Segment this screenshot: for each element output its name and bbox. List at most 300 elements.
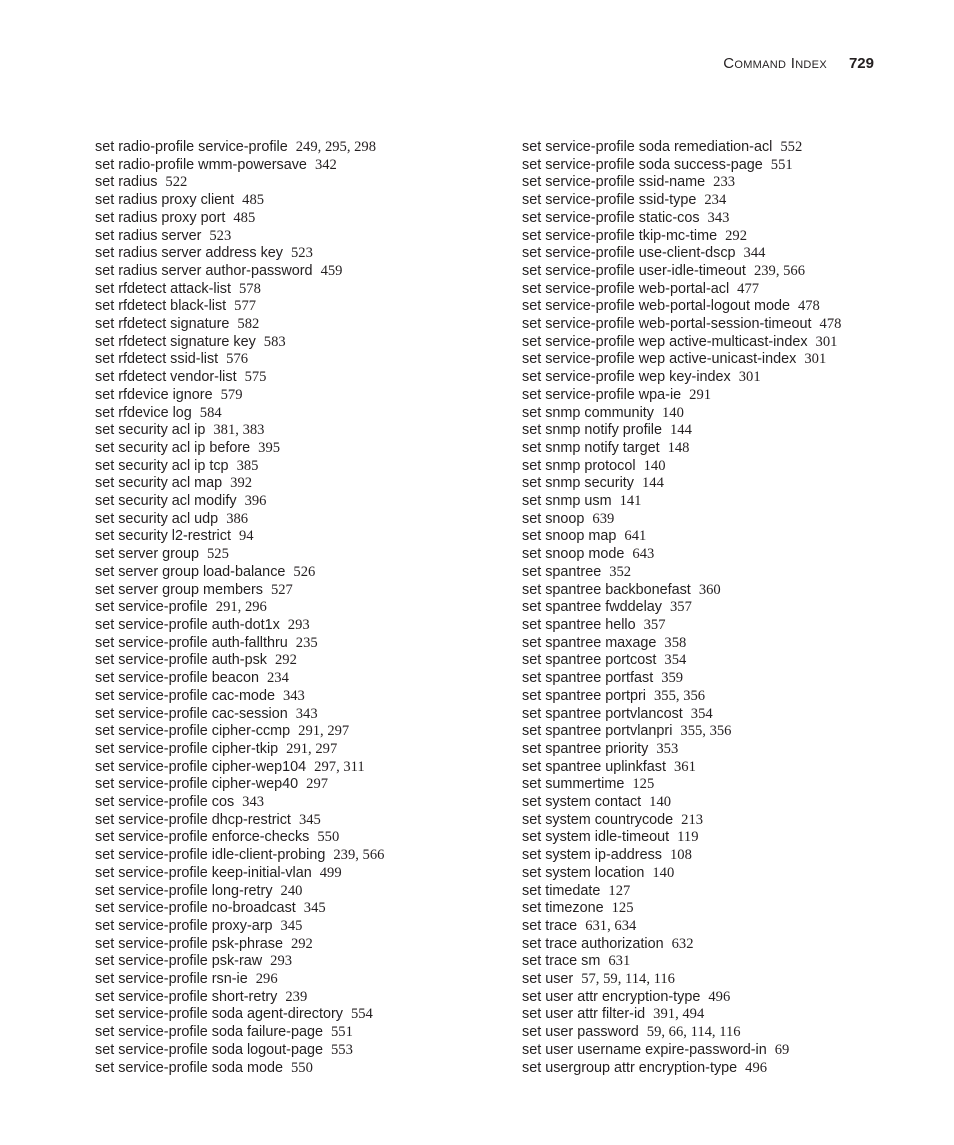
index-page-refs: 357 xyxy=(670,599,692,616)
index-page-refs: 577 xyxy=(234,298,257,315)
index-term: set rfdevice log xyxy=(95,404,192,421)
index-entry xyxy=(95,298,515,316)
index-term: set spantree hello xyxy=(522,616,636,633)
index-page-refs: 499 xyxy=(319,864,342,881)
index-term: set service-profile long-retry xyxy=(95,882,273,899)
index-page-refs: 343 xyxy=(282,687,305,704)
index-page-refs: 578 xyxy=(238,280,261,297)
index-page-refs: 343 xyxy=(707,209,730,226)
index-page-refs: 301 xyxy=(815,333,838,350)
index-term: set spantree portvlanpri xyxy=(522,723,673,740)
index-entry xyxy=(522,741,942,759)
index-page-refs: 345 xyxy=(303,900,326,917)
index-page-refs: 355, 356 xyxy=(680,723,732,740)
index-term: set spantree portcost xyxy=(522,652,657,669)
index-entry xyxy=(522,582,942,600)
index-page-refs: 233 xyxy=(713,174,736,191)
index-page-refs: 140 xyxy=(661,404,684,421)
index-entry xyxy=(95,599,515,617)
index-page-refs: 381, 383 xyxy=(213,422,265,439)
index-entry xyxy=(95,829,515,847)
index-entry xyxy=(522,263,942,281)
index-page-refs: 296 xyxy=(255,971,278,988)
index-term: set security acl modify xyxy=(95,493,237,510)
index-entry xyxy=(95,971,515,989)
index-term: set trace sm xyxy=(522,953,601,970)
index-entry xyxy=(95,812,515,830)
index-term: set snmp community xyxy=(522,404,654,421)
index-entry xyxy=(522,971,942,989)
index-page-refs: 485 xyxy=(233,209,256,226)
index-term: set service-profile keep-initial-vlan xyxy=(95,864,312,881)
index-entry xyxy=(95,405,515,423)
index-term: set service-profile cac-session xyxy=(95,705,288,722)
index-term: set rfdetect ssid-list xyxy=(95,351,219,368)
index-page-refs: 144 xyxy=(641,475,664,492)
index-term: set radio-profile service-profile xyxy=(95,139,288,155)
index-entry xyxy=(95,1042,515,1060)
index-entry xyxy=(95,369,515,387)
index-entry xyxy=(522,706,942,724)
index-page-refs: 478 xyxy=(797,298,820,315)
index-entry xyxy=(95,157,515,175)
index-entry xyxy=(95,688,515,706)
index-term: set timezone xyxy=(522,900,604,917)
index-entry xyxy=(95,723,515,741)
index-entry xyxy=(95,228,515,246)
index-entry xyxy=(522,157,942,175)
index-term: set service-profile wep active-unicast-index xyxy=(522,351,797,368)
index-term: set security acl ip xyxy=(95,422,206,439)
index-term: set trace authorization xyxy=(522,935,664,952)
index-page-refs: 553 xyxy=(330,1041,353,1058)
index-page-refs: 343 xyxy=(242,794,265,811)
index-term: set service-profile soda logout-page xyxy=(95,1041,323,1058)
index-term: set rfdetect signature key xyxy=(95,333,256,350)
index-term: set service-profile soda success-page xyxy=(522,156,763,173)
index-term: set service-profile wep key-index xyxy=(522,369,731,386)
index-page-refs: 395 xyxy=(258,439,281,456)
page-number: 729 xyxy=(848,55,874,72)
index-entry xyxy=(522,546,942,564)
index-entry xyxy=(95,493,515,511)
index-term: set rfdetect signature xyxy=(95,316,230,333)
index-term: set radius server address key xyxy=(95,245,283,262)
index-term: set spantree portfast xyxy=(522,670,654,687)
index-entry xyxy=(95,192,515,210)
index-page-refs: 240 xyxy=(280,882,303,899)
index-term: set snoop mode xyxy=(522,546,625,563)
index-term: set service-profile psk-raw xyxy=(95,953,263,970)
index-term: set service-profile proxy-arp xyxy=(95,917,273,934)
index-entry xyxy=(522,528,942,546)
index-page-refs: 297, 311 xyxy=(314,758,365,775)
index-entry xyxy=(522,883,942,901)
index-page-refs: 292 xyxy=(274,652,297,669)
index-term: set server group members xyxy=(95,581,263,598)
index-term: set service-profile soda remediation-acl xyxy=(522,139,773,155)
index-page-refs: 352 xyxy=(609,563,632,580)
index-term: set snmp protocol xyxy=(522,457,636,474)
index-entry xyxy=(95,776,515,794)
index-term: set system contact xyxy=(522,794,642,811)
index-term: set summertime xyxy=(522,776,625,793)
index-entry xyxy=(95,918,515,936)
index-entry xyxy=(95,511,515,529)
index-page-refs: 59, 66, 114, 116 xyxy=(646,1024,741,1041)
index-entry xyxy=(522,812,942,830)
index-entry xyxy=(522,1042,942,1060)
index-entry xyxy=(522,670,942,688)
index-term: set service-profile soda mode xyxy=(95,1059,283,1076)
index-entry xyxy=(522,298,942,316)
index-term: set security l2-restrict xyxy=(95,528,231,545)
index-term: set service-profile web-portal-session-timeout xyxy=(522,316,812,333)
index-entry xyxy=(522,210,942,228)
index-term: set spantree maxage xyxy=(522,634,657,651)
index-entry xyxy=(522,617,942,635)
index-entry xyxy=(522,1006,942,1024)
index-entry xyxy=(522,281,942,299)
index-page-refs: 292 xyxy=(290,935,313,952)
index-entry xyxy=(95,316,515,334)
index-entry xyxy=(522,369,942,387)
index-term: set service-profile cipher-wep40 xyxy=(95,776,299,793)
index-term: set snoop xyxy=(522,510,585,527)
index-entry xyxy=(522,1024,942,1042)
index-term: set timedate xyxy=(522,882,601,899)
index-page-refs: 127 xyxy=(608,882,631,899)
index-page-refs: 477 xyxy=(737,280,760,297)
index-page-refs: 249, 295, 298 xyxy=(295,139,377,155)
index-page-refs: 355, 356 xyxy=(654,687,706,704)
index-entry xyxy=(95,174,515,192)
index-entry xyxy=(522,1060,942,1078)
index-page-refs: 125 xyxy=(611,900,634,917)
index-term: set radius server xyxy=(95,227,202,244)
index-entry xyxy=(522,192,942,210)
index-entry xyxy=(522,652,942,670)
index-page-refs: 485 xyxy=(242,192,265,209)
index-entry xyxy=(95,847,515,865)
index-page-refs: 496 xyxy=(708,988,731,1005)
index-entry xyxy=(95,422,515,440)
index-page-refs: 301 xyxy=(804,351,827,368)
index-term: set radius proxy client xyxy=(95,192,235,209)
index-term: set user username expire-password-in xyxy=(522,1041,767,1058)
index-entry xyxy=(522,599,942,617)
index-page-refs: 392 xyxy=(230,475,253,492)
index-page-refs: 291, 297 xyxy=(298,723,350,740)
index-term: set spantree xyxy=(522,563,602,580)
index-term: set snmp notify target xyxy=(522,439,660,456)
index-page-refs: 108 xyxy=(669,847,692,864)
index-page-refs: 386 xyxy=(226,510,249,527)
index-page-refs: 639 xyxy=(592,510,615,527)
index-page-refs: 291, 296 xyxy=(215,599,267,616)
index-term: set user password xyxy=(522,1024,639,1041)
index-term: set service-profile idle-client-probing xyxy=(95,847,326,864)
index-page-refs: 525 xyxy=(206,546,229,563)
index-term: set radius server author-password xyxy=(95,262,313,279)
index-entry xyxy=(522,635,942,653)
index-page-refs: 293 xyxy=(270,953,293,970)
index-page-refs: 239, 566 xyxy=(333,847,385,864)
index-term: set user attr filter-id xyxy=(522,1006,646,1023)
index-term: set snoop map xyxy=(522,528,617,545)
index-term: set service-profile static-cos xyxy=(522,209,700,226)
index-page-refs: 396 xyxy=(244,493,267,510)
index-page-refs: 234 xyxy=(266,670,289,687)
index-page-refs: 148 xyxy=(667,439,690,456)
index-entry xyxy=(95,546,515,564)
index-term: set service-profile cac-mode xyxy=(95,687,275,704)
index-page-refs: 239 xyxy=(285,988,308,1005)
index-entry xyxy=(95,652,515,670)
index-term: set security acl udp xyxy=(95,510,219,527)
running-header-title: Command Index xyxy=(723,55,827,72)
index-page-refs: 234 xyxy=(704,192,727,209)
index-entry xyxy=(95,1006,515,1024)
index-term: set service-profile cipher-ccmp xyxy=(95,723,291,740)
index-page-refs: 359 xyxy=(661,670,684,687)
index-page-refs: 345 xyxy=(298,811,321,828)
index-entry xyxy=(95,1060,515,1078)
index-entry xyxy=(522,139,942,157)
index-page-refs: 575 xyxy=(244,369,267,386)
index-entry xyxy=(95,210,515,228)
index-term: set service-profile soda agent-directory xyxy=(95,1006,343,1023)
index-term: set snmp notify profile xyxy=(522,422,662,439)
index-term: set service-profile no-broadcast xyxy=(95,900,296,917)
index-page-refs: 125 xyxy=(632,776,655,793)
index-entry xyxy=(95,900,515,918)
index-term: set server group xyxy=(95,546,199,563)
index-page-refs: 292 xyxy=(725,227,748,244)
index-term: set service-profile rsn-ie xyxy=(95,971,248,988)
index-page-refs: 297 xyxy=(306,776,329,793)
index-term: set service-profile cipher-wep104 xyxy=(95,758,307,775)
index-entry xyxy=(522,953,942,971)
index-page-refs: 360 xyxy=(698,581,721,598)
index-entry xyxy=(95,387,515,405)
index-entry xyxy=(522,405,942,423)
index-page-refs: 213 xyxy=(681,811,704,828)
index-page-refs: 527 xyxy=(270,581,293,598)
index-entry xyxy=(95,865,515,883)
index-term: set service-profile ssid-type xyxy=(522,192,697,209)
index-term: set service-profile wep active-multicast-index xyxy=(522,333,808,350)
index-page-refs: 140 xyxy=(643,457,666,474)
index-term: set service-profile xyxy=(95,599,208,616)
index-term: set service-profile dhcp-restrict xyxy=(95,811,291,828)
index-term: set rfdevice ignore xyxy=(95,386,213,403)
index-term: set service-profile use-client-dscp xyxy=(522,245,736,262)
index-entry xyxy=(95,281,515,299)
index-page-refs: 354 xyxy=(664,652,687,669)
index-page-refs: 631, 634 xyxy=(585,917,637,934)
index-entry xyxy=(95,440,515,458)
index-term: set spantree portvlancost xyxy=(522,705,683,722)
index-term: set snmp security xyxy=(522,475,634,492)
index-page-refs: 550 xyxy=(290,1059,313,1076)
index-entry xyxy=(522,688,942,706)
index-entry xyxy=(95,351,515,369)
index-entry xyxy=(522,228,942,246)
index-entry xyxy=(522,422,942,440)
index-entry xyxy=(95,334,515,352)
index-page-refs: 357 xyxy=(643,616,666,633)
index-page-refs: 140 xyxy=(652,864,675,881)
index-page-refs: 119 xyxy=(677,829,699,846)
index-entry xyxy=(95,741,515,759)
index-page-refs: 584 xyxy=(199,404,222,421)
index-entry xyxy=(522,847,942,865)
index-entry xyxy=(95,1024,515,1042)
index-page-refs: 391, 494 xyxy=(653,1006,705,1023)
index-term: set spantree priority xyxy=(522,740,649,757)
index-entry xyxy=(95,670,515,688)
index-page-refs: 552 xyxy=(780,139,803,155)
index-page-refs: 631 xyxy=(608,953,631,970)
index-entry xyxy=(95,617,515,635)
index-page-refs: 94 xyxy=(238,528,254,545)
index-term: set trace xyxy=(522,917,578,934)
index-entry xyxy=(522,316,942,334)
index-entry xyxy=(95,582,515,600)
index-entry xyxy=(95,564,515,582)
index-term: set service-profile cipher-tkip xyxy=(95,740,279,757)
index-term: set security acl ip before xyxy=(95,439,251,456)
index-term: set system idle-timeout xyxy=(522,829,670,846)
index-entry xyxy=(522,174,942,192)
index-entry xyxy=(522,794,942,812)
index-page-refs: 583 xyxy=(263,333,286,350)
index-term: set service-profile user-idle-timeout xyxy=(522,262,746,279)
index-entry xyxy=(522,351,942,369)
index-page-refs: 235 xyxy=(295,634,318,651)
index-entry xyxy=(95,475,515,493)
index-page-refs: 342 xyxy=(314,156,337,173)
index-page-refs: 301 xyxy=(738,369,761,386)
index-term: set service-profile cos xyxy=(95,794,235,811)
index-term: set service-profile web-portal-logout mode xyxy=(522,298,790,315)
index-entry xyxy=(95,139,515,157)
index-term: set service-profile auth-psk xyxy=(95,652,267,669)
index-page-refs: 643 xyxy=(632,546,655,563)
index-page-refs: 459 xyxy=(320,262,343,279)
page-header xyxy=(723,55,874,72)
index-entry xyxy=(522,387,942,405)
index-page-refs: 344 xyxy=(743,245,766,262)
index-page-refs: 358 xyxy=(664,634,687,651)
index-term: set usergroup attr encryption-type xyxy=(522,1059,738,1076)
index-term: set user xyxy=(522,971,574,988)
index-term: set user attr encryption-type xyxy=(522,988,701,1005)
index-entry xyxy=(95,458,515,476)
index-page-refs: 239, 566 xyxy=(753,262,806,279)
index-entry xyxy=(95,794,515,812)
index-page-refs: 291 xyxy=(689,386,712,403)
index-page-refs: 345 xyxy=(280,917,303,934)
index-page-refs: 526 xyxy=(293,563,316,580)
index-term: set system countrycode xyxy=(522,811,674,828)
index-term: set server group load-balance xyxy=(95,563,286,580)
index-page-refs: 140 xyxy=(649,794,672,811)
index-entry xyxy=(522,918,942,936)
index-term: set spantree fwddelay xyxy=(522,599,662,616)
index-page-refs: 550 xyxy=(317,829,340,846)
index-entry xyxy=(522,245,942,263)
index-term: set service-profile auth-dot1x xyxy=(95,616,280,633)
index-term: set radius proxy port xyxy=(95,209,226,226)
index-term: set security acl map xyxy=(95,475,223,492)
index-term: set service-profile soda failure-page xyxy=(95,1024,323,1041)
index-page-refs: 522 xyxy=(165,174,188,191)
index-term: set security acl ip tcp xyxy=(95,457,229,474)
index-entry xyxy=(95,883,515,901)
index-term: set spantree uplinkfast xyxy=(522,758,666,775)
index-entry xyxy=(95,759,515,777)
index-column-right xyxy=(522,139,942,1077)
index-entry xyxy=(522,440,942,458)
index-page-refs: 523 xyxy=(290,245,313,262)
index-entry xyxy=(522,936,942,954)
index-column-left xyxy=(95,139,515,1077)
index-term: set rfdetect black-list xyxy=(95,298,227,315)
index-page-refs: 69 xyxy=(774,1041,790,1058)
index-page-refs: 551 xyxy=(770,156,793,173)
index-term: set service-profile psk-phrase xyxy=(95,935,283,952)
index-term: set spantree portpri xyxy=(522,687,646,704)
index-term: set service-profile beacon xyxy=(95,670,259,687)
index-page-refs: 582 xyxy=(237,316,260,333)
index-entry xyxy=(522,776,942,794)
index-entry xyxy=(95,953,515,971)
index-page-refs: 141 xyxy=(619,493,642,510)
index-page-refs: 385 xyxy=(236,457,259,474)
index-entry xyxy=(522,564,942,582)
index-entry xyxy=(522,511,942,529)
index-page-refs: 354 xyxy=(690,705,713,722)
index-term: set service-profile enforce-checks xyxy=(95,829,310,846)
index-term: set service-profile ssid-name xyxy=(522,174,706,191)
index-term: set service-profile wpa-ie xyxy=(522,386,682,403)
index-page-refs: 291, 297 xyxy=(286,740,338,757)
index-page-refs: 641 xyxy=(624,528,647,545)
index-entry xyxy=(522,829,942,847)
index-term: set rfdetect attack-list xyxy=(95,280,231,297)
index-entry xyxy=(522,458,942,476)
index-entry xyxy=(522,493,942,511)
index-term: set snmp usm xyxy=(522,493,612,510)
index-page-refs: 361 xyxy=(674,758,696,775)
index-entry xyxy=(95,635,515,653)
index-entry xyxy=(95,936,515,954)
index-page-refs: 144 xyxy=(669,422,692,439)
index-entry xyxy=(522,475,942,493)
index-page-refs: 343 xyxy=(295,705,318,722)
index-entry xyxy=(522,900,942,918)
index-term: set spantree backbonefast xyxy=(522,581,691,598)
index-page-refs: 632 xyxy=(671,935,694,952)
index-page-refs: 57, 59, 114, 116 xyxy=(581,971,675,988)
index-page-refs: 523 xyxy=(209,227,232,244)
index-page-refs: 353 xyxy=(656,740,679,757)
index-term: set radius xyxy=(95,174,158,191)
index-term: set radio-profile wmm-powersave xyxy=(95,156,307,173)
index-entry xyxy=(522,334,942,352)
